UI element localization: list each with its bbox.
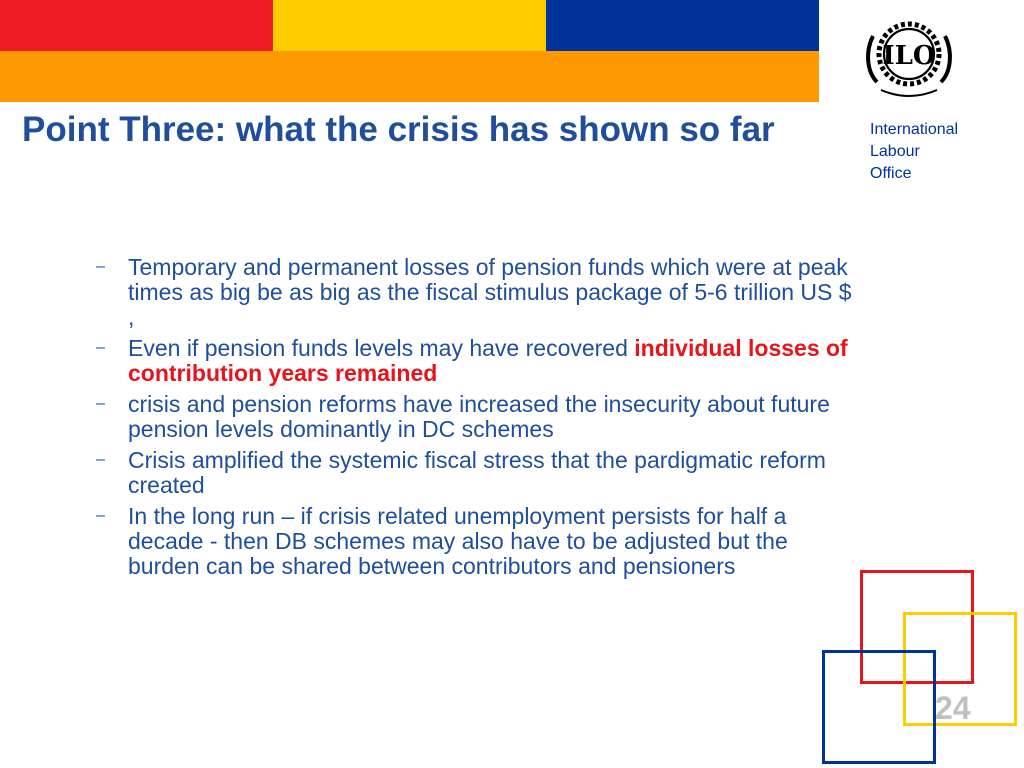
page-number: 24 — [935, 690, 971, 726]
bullet-text: Crisis amplified the systemic fiscal stress that the pardigmatic reform created — [128, 447, 826, 498]
bullet-text: Temporary and permanent losses of pension funds which were at peak times as big be as big as the fiscal stimulus package of 5-6 trillion US $ , — [128, 254, 852, 330]
org-line-1: International — [870, 121, 959, 138]
bullet-text: In the long run – if crisis related unemployment persists for half a decade - then DB schemes may also have to be adjusted but the burden can be shared between contributors and pensioners — [128, 503, 788, 579]
bullet-item — [96, 392, 856, 442]
bullet-marker: – — [96, 339, 105, 356]
bullet-marker: – — [96, 258, 105, 275]
header-bar-yellow — [273, 0, 546, 51]
org-line-3: Office — [870, 165, 912, 182]
header-bar-blue — [546, 0, 819, 51]
bullet-marker: – — [96, 395, 105, 412]
bullet-marker: – — [96, 507, 105, 524]
header-bar-red — [0, 0, 273, 51]
ilo-logo — [857, 12, 961, 102]
ilo-logo-text: ILO — [882, 41, 936, 71]
bullet-item — [96, 504, 856, 579]
bullet-list — [96, 255, 856, 585]
org-line-2: Labour — [870, 143, 920, 160]
organization-name — [870, 119, 958, 185]
bullet-item — [96, 448, 856, 498]
bullet-text: crisis and pension reforms have increased the insecurity about future pension levels dominantly in DC schemes — [128, 391, 830, 442]
bullet-text: Even if pension funds levels may have recovered — [128, 335, 635, 361]
bullet-item — [96, 336, 856, 386]
header-bar-orange — [0, 51, 819, 102]
bullet-marker: – — [96, 451, 105, 468]
bullet-item — [96, 255, 856, 330]
bullet-emphasis: individual losses of contribution years remained — [128, 335, 848, 386]
slide-title: Point Three: what the crisis has shown so far — [22, 110, 775, 149]
decorative-square-blue — [822, 650, 936, 764]
